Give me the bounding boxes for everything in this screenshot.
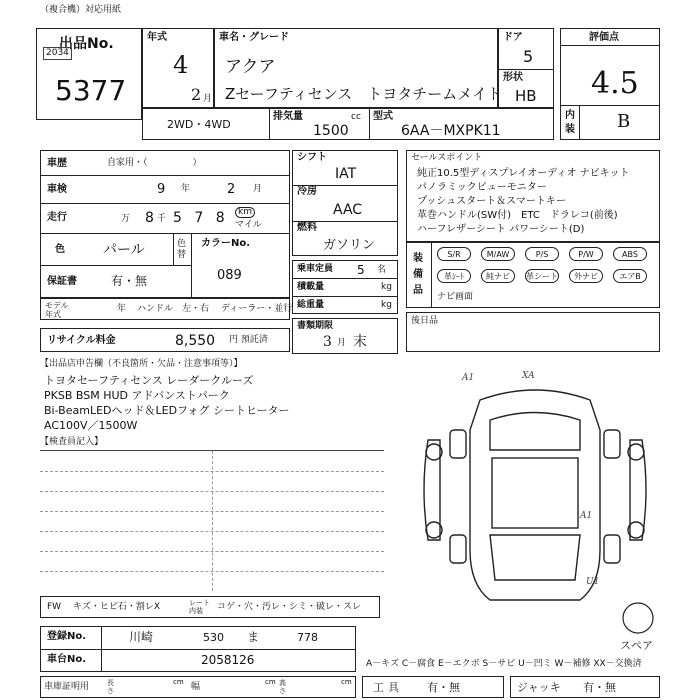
gross-label: 総重量 (297, 300, 325, 310)
diagram-mark-1: A1 (462, 373, 475, 383)
equip-abs: ABS (613, 247, 647, 261)
inspection-year: 9 (157, 182, 166, 197)
interior-label: 内装 (565, 110, 575, 135)
door-value: 5 (523, 47, 534, 66)
lot-number: 5377 (55, 74, 127, 107)
reg-city: 川崎 (129, 630, 154, 644)
registration-box (40, 626, 356, 672)
equip-ps: P/S (525, 247, 559, 261)
car-label: 車名・グレード (219, 32, 289, 43)
equip-maw: M/AW (481, 247, 515, 261)
shape-label: 形状 (503, 72, 523, 83)
capacity-unit: 名 (377, 265, 387, 275)
reg-kana: ま (247, 630, 260, 644)
mileage-unit-man: 万 (121, 214, 131, 224)
history-label: 車歴 (47, 158, 67, 169)
notes-line-4: AC100V／1500W (44, 419, 138, 432)
recycle-row (40, 328, 290, 352)
sales-line-5: ハーフレザーシート パワーシート(D) (417, 224, 585, 235)
fuel-value: ガソリン (323, 238, 376, 253)
inspection-month: 2 (227, 182, 236, 197)
inspection-month-unit: 月 (253, 184, 263, 194)
cc-unit: cc (351, 112, 361, 122)
door-label: ドア (503, 32, 523, 43)
cert-height: 高さ (279, 679, 286, 695)
docs-label: 書類期限 (297, 321, 334, 331)
equip-seat: 革シート (525, 269, 559, 283)
sales-line-4: 革巻ハンドル(SW付) ETC ドラレコ(前後) (417, 210, 618, 221)
year-box (142, 28, 214, 108)
load-unit: kg (381, 282, 392, 292)
mileage-d1: 8 (145, 210, 154, 226)
equip-sr: S/R (437, 247, 471, 261)
diagram-mark-2: XA (522, 371, 535, 381)
notes-line-3: Bi-BeamLEDヘッド＆LEDフォグ シートヒーター (44, 404, 290, 417)
reg-class: 530 (203, 631, 224, 644)
equip-leather: 革ｼｰﾄ (437, 269, 471, 283)
mileage-unit-sen: 千 (157, 214, 167, 224)
load-label: 積載量 (297, 282, 325, 292)
gross-unit: kg (381, 300, 392, 310)
inspection-year-unit: 年 (181, 184, 191, 194)
notes-label: 【出品店申告欄（不良箇所・欠品・注意事項等）】 (40, 359, 243, 369)
score-value: 4.5 (591, 66, 639, 101)
reg-label: 登録No. (47, 631, 87, 642)
car-name: アクア (225, 57, 276, 77)
equip-label: 装備品 (413, 253, 423, 296)
year-month-unit: 月 (203, 94, 213, 104)
tools-value: 有・無 (427, 681, 460, 694)
diagram-mark-3: A1 (580, 511, 593, 521)
docs-value: 3 (323, 334, 332, 350)
header-note: （複合機）対応用紙 (40, 5, 122, 15)
equip-pw: P/W (569, 247, 603, 261)
color-label: 色 (55, 244, 65, 255)
cert-cm-3: cm (341, 678, 352, 686)
sales-label: セールスポイント (411, 153, 483, 163)
warranty-value: 有・無 (111, 274, 148, 288)
mileage-label: 走行 (47, 212, 67, 223)
cert-cm-2: cm (265, 678, 276, 686)
cert-row (40, 676, 356, 698)
score-box (560, 28, 660, 140)
fw-rate-text: コゲ・穴・汚レ・シミ・破レ・スレ (217, 602, 362, 612)
notes-line-2: PKSB BSM HUD アドバンストパーク (44, 389, 230, 402)
car-grade: Zセーフティセンス トヨタチームメイト (225, 85, 502, 103)
equip-ext-navi: 外ナビ (569, 269, 603, 283)
inspection-label: 車検 (47, 184, 67, 195)
shape-value: HB (515, 87, 537, 105)
shift-label: シフト (297, 152, 327, 163)
fw-row (40, 596, 380, 618)
car-box (214, 28, 502, 108)
cert-cm-1: cm (173, 678, 184, 686)
recycle-label: リサイクル料金 (47, 335, 116, 346)
equip-tv: ナビ画面 (437, 292, 474, 302)
drive-text: 2WD・4WD (167, 118, 231, 131)
docs-end: 末 (353, 334, 367, 350)
shift-value: IAT (335, 166, 357, 182)
color-code-label: カラーNo. (201, 238, 251, 249)
interior-value: B (617, 111, 631, 132)
reg-number: 778 (297, 631, 318, 644)
rear-box (406, 312, 660, 352)
docs-box (292, 318, 398, 354)
jack-label: ジャッキ (517, 681, 561, 694)
notes-line-1: トヨタセーフティセンス レーダークルーズ (44, 374, 254, 387)
chassis-value: 2058126 (201, 653, 255, 667)
jack-row (510, 676, 660, 698)
mileage-mile: マイル (235, 220, 262, 230)
equip-airbag: エアB (613, 269, 647, 283)
car-diagram (410, 360, 660, 640)
docs-unit: 月 (337, 338, 347, 348)
ac-value: AAC (333, 202, 363, 218)
equip-box (406, 242, 660, 308)
capacity-value: 5 (357, 263, 365, 277)
history-value: 自家用・（ ） (107, 158, 202, 168)
spare-label: スペア (620, 639, 653, 652)
warranty-label: 保証書 (47, 276, 77, 287)
mileage-digits: 5 7 8 (173, 210, 229, 226)
cert-label: 車庫証明用 (44, 682, 90, 692)
lot-box (36, 28, 142, 120)
damage-legend: A－キズ C－腐食 E－エクボ S－サビ U－凹ミ W－補修 XX－交換済 (366, 659, 642, 669)
cc-value: 1500 (313, 123, 349, 139)
color-change-label: 色替 (177, 239, 187, 260)
spare-circle (623, 603, 653, 633)
cert-length: 長さ (107, 679, 114, 695)
sales-line-3: プッシュスタート＆スマートキー (417, 196, 566, 207)
drive-row (142, 108, 554, 140)
cc-label: 排気量 (273, 111, 303, 122)
capacity-box (292, 260, 398, 314)
capacity-label: 乗車定員 (297, 264, 334, 274)
equip-navi: 純ナビ (481, 269, 515, 283)
modelyear-dealer: ディーラー・並行 (221, 304, 293, 314)
modelyear-label: モデル年式 (45, 301, 69, 319)
sales-line-2: パノラミックビューモニター (417, 182, 547, 193)
lot-stamp: 2034 (43, 47, 72, 60)
sales-line-1: 純正10.5型ディスプレイオーディオ ナビキット (417, 168, 630, 179)
recycle-value: 8,550 (175, 333, 216, 349)
lot-label: 出品No. (59, 36, 114, 52)
modelyear-row (40, 298, 293, 320)
inspector-area (40, 450, 384, 593)
modelyear-unit: 年 (117, 304, 127, 314)
score-label: 評価点 (589, 32, 619, 43)
jack-value: 有・無 (583, 681, 616, 694)
color-code: 089 (217, 268, 242, 283)
cert-width: 幅 (191, 682, 201, 692)
color-value: パール (103, 242, 145, 258)
diagram-mark-4: U1 (586, 577, 600, 587)
mileage-km: km (235, 207, 255, 218)
modelyear-handle: ハンドル 左・右 (137, 304, 210, 314)
fw-text: キズ・ヒビ石・割レX (73, 602, 160, 612)
spec-left-box (40, 150, 290, 298)
recycle-unit: 円 預託済 (229, 335, 268, 345)
year-month: 2 (191, 85, 202, 104)
door-box (498, 28, 554, 108)
fuel-label: 燃料 (297, 222, 317, 233)
spec-center-box (292, 150, 398, 256)
year-value: 4 (173, 51, 189, 79)
model-label: 型式 (373, 111, 393, 122)
inspector-label: 【検査員記入】 (40, 437, 104, 447)
tools-label: 工具 (373, 681, 403, 694)
fw-label: FW (47, 602, 62, 612)
sales-box (406, 150, 660, 242)
rear-label: 後日品 (411, 316, 439, 326)
fw-rate-label: レート内装 (189, 599, 210, 615)
tools-row (362, 676, 504, 698)
year-label: 年式 (147, 32, 167, 43)
ac-label: 冷房 (297, 186, 317, 197)
model-value: 6AA－MXPK11 (401, 123, 501, 139)
chassis-label: 車台No. (47, 654, 87, 665)
